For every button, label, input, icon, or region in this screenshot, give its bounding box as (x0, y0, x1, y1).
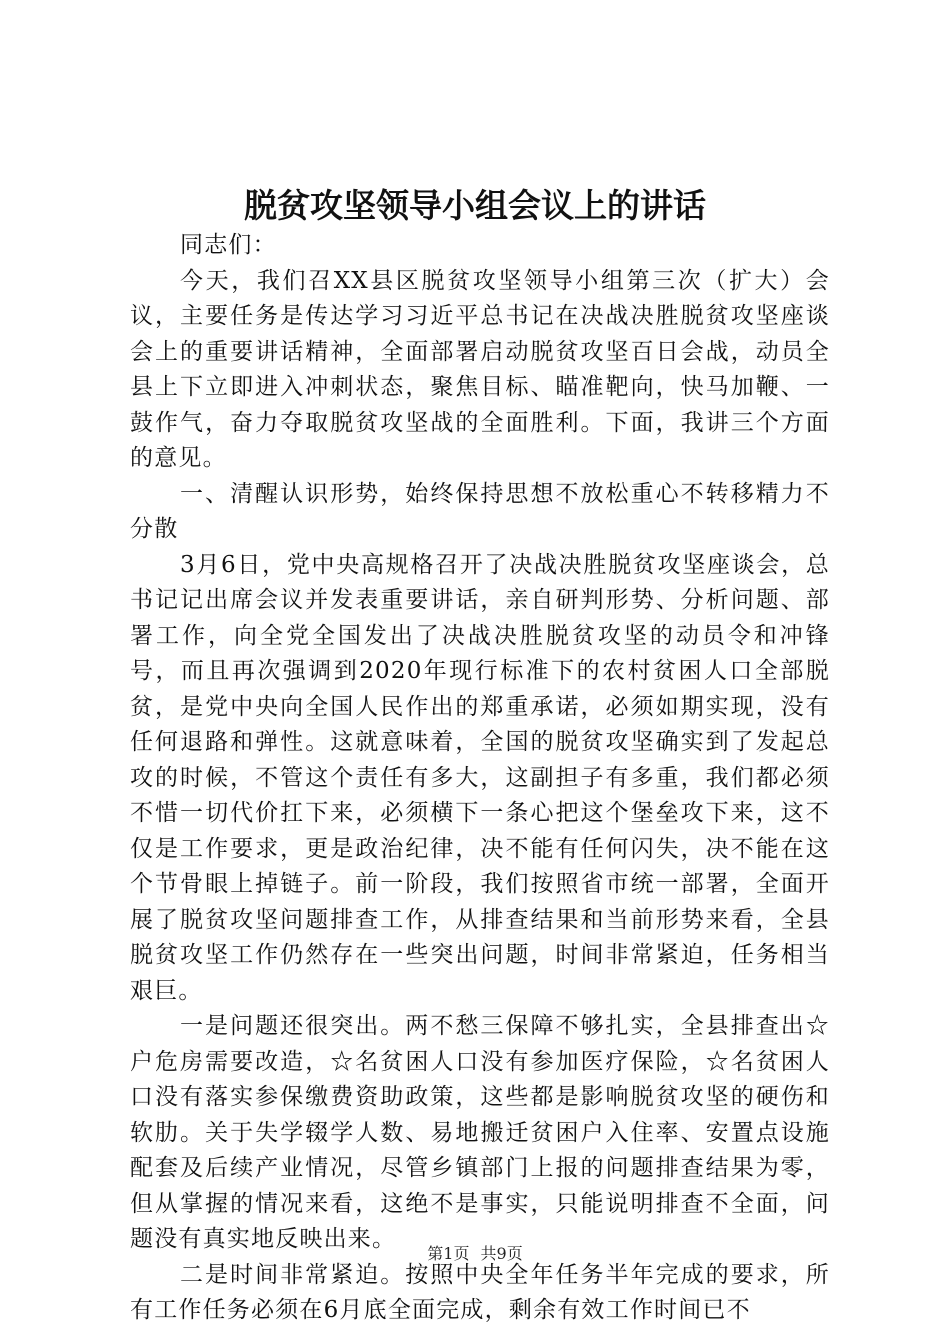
paragraph-situation: 3月6日，党中央高规格召开了决战决胜脱贫攻坚座谈会，总书记记出席会议并发表重要讲话，亲自研判形势、分析问题、部署工作，向全党全国发出了决战决胜脱贫攻坚的动员令和冲锋号，而且再次强调到2020年现行标准下的农村贫困人口全部脱贫，是党中央向全国人民作出的郑重承诺，必须如期实现，没有任何退路和弹性。这就意味着，全国的脱贫攻坚确实到了发起总攻的时候，不管这个责任有多大，这副担子有多重，我们都必须不惜一切代价扛下来，必须横下一条心把这个堡垒攻下来，这不仅是工作要求，更是政治纪律，决不能有任何闪失，决不能在这个节骨眼上掉链子。前一阶段，我们按照省市统一部署，全面开展了脱贫攻坚问题排查工作，从排查结果和当前形势来看，全县脱贫攻坚工作仍然存在一些突出问题，时间非常紧迫，任务相当艰巨。 (130, 551, 830, 1004)
page-total: 共9页 (480, 1244, 523, 1263)
section-heading-1: 一、清醒认识形势，始终保持思想不放松重心不转移精力不分散 (130, 480, 830, 542)
paragraph-problems: 一是问题还很突出。两不愁三保障不够扎实，全县排查出☆户危房需要改造，☆名贫困人口没有参加医疗保险，☆名贫困人口没有落实参保缴费资助政策，这些都是影响脱贫攻坚的硬伤和软肋。关于失学辍学人数、易地搬迁贫困户入住率、安置点设施配套及后续产业情况，尽管乡镇部门上报的问题排查结果为零，但从掌握的情况来看，这绝不是事实，只能说明排查不全面，问题没有真实地反映出来。 (130, 1013, 830, 1252)
paragraph-intro: 今天，我们召XX县区脱贫攻坚领导小组第三次（扩大）会议，主要任务是传达学习习近平总书记在决战决胜脱贫攻坚座谈会上的重要讲话精神，全面部署启动脱贫攻坚百日会战，动员全县上下立即进入冲刺状态，聚焦目标、瞄准靶向，快马加鞭、一鼓作气，奋力夺取脱贫攻坚战的全面胜利。下面，我讲三个方面的意见。 (130, 267, 830, 471)
paragraph-time: 二是时间非常紧迫。按照中央全年任务半年完成的要求，所有工作任务必须在6月底全面完成，剩余有效工作时间已不 (130, 1261, 830, 1323)
page-footer (0, 1244, 950, 1264)
document-body (130, 228, 830, 1329)
salutation: 同志们： (180, 232, 277, 258)
document-title: 脱贫攻坚领导小组会议上的讲话 (244, 186, 706, 225)
page-number: 第1页 (427, 1244, 470, 1263)
